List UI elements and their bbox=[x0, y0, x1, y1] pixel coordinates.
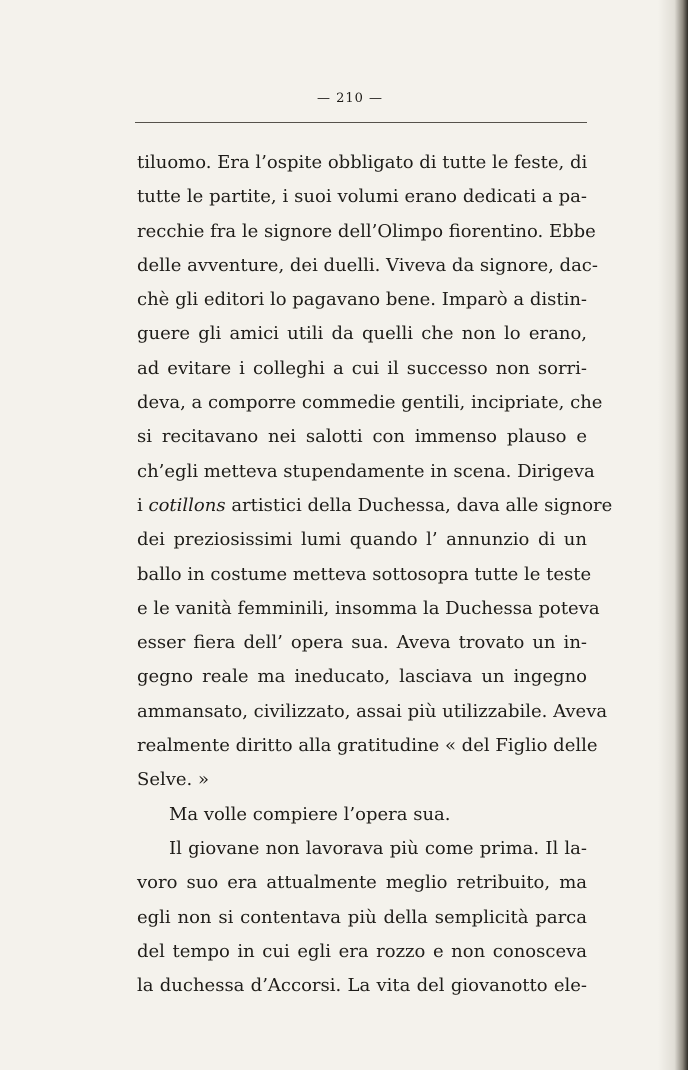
text-line: chè gli editori lo pagavano bene. Imparò a distin- bbox=[137, 289, 587, 311]
text-line: dei preziosissimi lumi quando l’ annunzio di un bbox=[137, 529, 587, 551]
text-line: deva, a comporre commedie gentili, incipriate, che bbox=[137, 392, 603, 414]
page-edge-shadow bbox=[658, 0, 688, 1070]
text-line: e le vanità femminili, insomma la Duchessa poteva bbox=[137, 597, 600, 619]
text-line: tiluomo. Era l’ospite obbligato di tutte le feste, di bbox=[137, 152, 588, 173]
text-line: ammansato, civilizzato, assai più utilizzabile. Aveva bbox=[137, 700, 608, 722]
paragraph-first-line: Il giovane non lavorava più come prima. Il la- bbox=[169, 837, 587, 859]
text-line: gegno reale ma ineducato, lasciava un ingegno bbox=[137, 666, 587, 688]
line-suffix: artistici della Duchessa, dava alle signore bbox=[231, 494, 613, 516]
text-line: delle avventure, dei duelli. Viveva da signore, dac- bbox=[137, 254, 598, 276]
italic-word: cotillons bbox=[148, 494, 226, 516]
text-line: realmente diritto alla gratitudine « del Figlio delle bbox=[137, 735, 598, 757]
header-rule bbox=[135, 122, 587, 123]
text-line: egli non si contentava più della semplicità parca bbox=[137, 906, 587, 928]
body-text bbox=[137, 146, 613, 1003]
text-line: la duchessa d’Accorsi. La vita del giovanotto ele- bbox=[137, 975, 587, 997]
text-line: si recitavano nei salotti con immenso plauso e bbox=[137, 426, 587, 448]
text-line: esser fiera dell’ opera sua. Aveva trovato un in- bbox=[137, 632, 587, 654]
text-line-italic bbox=[137, 489, 613, 523]
text-line: tutte le partite, i suoi volumi erano dedicati a pa- bbox=[137, 186, 587, 208]
paragraph-end-line: Selve. » bbox=[137, 769, 210, 791]
text-line: ad evitare i colleghi a cui il successo non sorri- bbox=[137, 357, 587, 379]
text-line: ballo in costume metteva sottosopra tutte le teste bbox=[137, 563, 592, 585]
text-line: ch’egli metteva stupendamente in scena. Dirigeva bbox=[137, 460, 595, 482]
text-line: recchie fra le signore dell’Olimpo fiorentino. Ebbe bbox=[137, 220, 596, 242]
text-line: voro suo era attualmente meglio retribuito, ma bbox=[137, 872, 587, 894]
line-prefix: i bbox=[137, 494, 143, 516]
text-line: guere gli amici utili da quelli che non lo erano, bbox=[137, 323, 587, 345]
text-line: del tempo in cui egli era rozzo e non conosceva bbox=[137, 940, 587, 962]
page-number: — 210 — bbox=[316, 91, 384, 106]
paragraph-line: Ma volle compiere l’opera sua. bbox=[169, 803, 451, 825]
